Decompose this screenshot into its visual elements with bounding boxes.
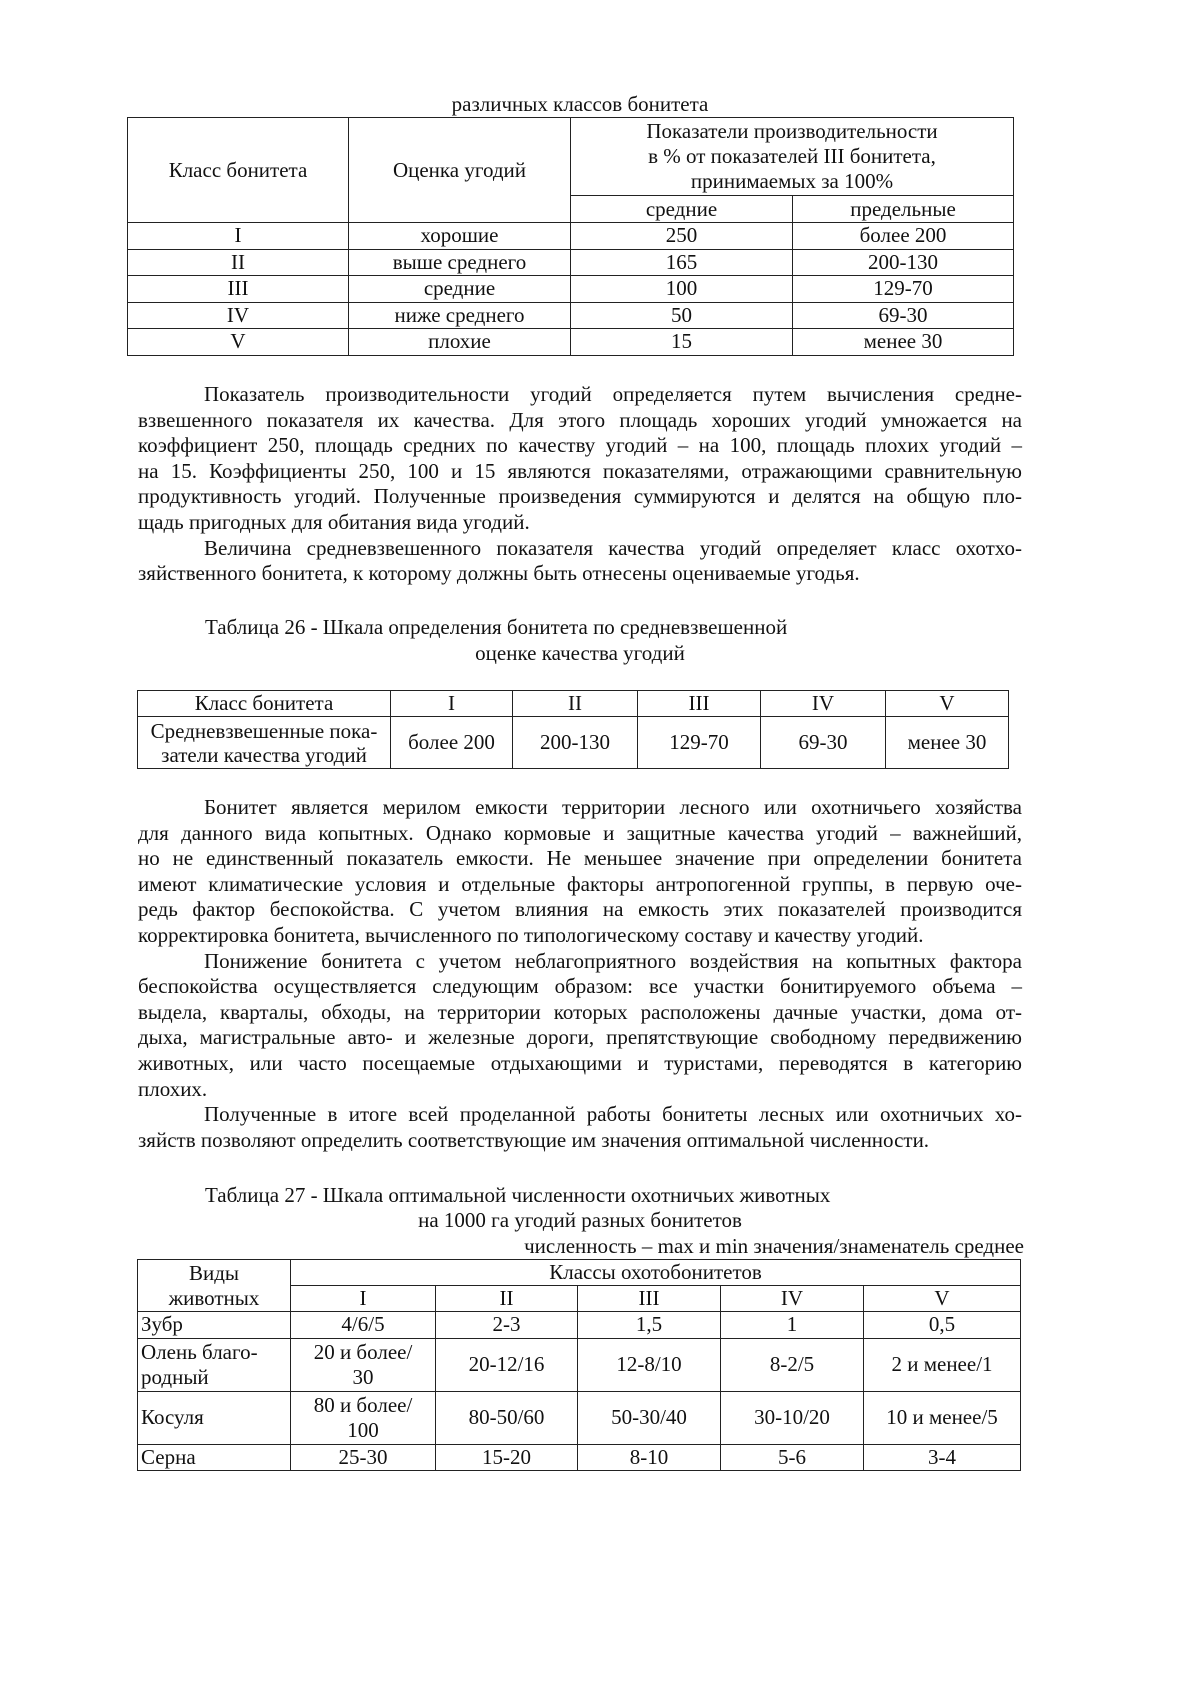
header-cell: II xyxy=(513,691,638,717)
paragraph-line: имеют климатические условия и отдельные факторы антропогенной группы, в первую оче- xyxy=(138,871,1022,896)
value-line: 100 xyxy=(347,1417,379,1442)
table-row xyxy=(128,302,1014,329)
species-line: Косуля xyxy=(141,1405,204,1429)
paragraph-line: щадь пригодных для обитания вида угодий. xyxy=(138,509,530,534)
table-cell: 50 xyxy=(571,302,793,329)
value-line: 5-6 xyxy=(778,1444,806,1469)
header-cell: IV xyxy=(761,691,886,717)
header-cell: I xyxy=(391,691,513,717)
header-species-line: животных xyxy=(168,1285,260,1310)
table-cell: 100 xyxy=(571,276,793,303)
table-cell: V xyxy=(128,329,349,356)
table-cell: 129-70 xyxy=(793,276,1014,303)
value-line: 12-8/10 xyxy=(616,1352,682,1376)
species-line: Зубр xyxy=(141,1312,183,1337)
row-label-line: Средневзвешенные пока- xyxy=(150,718,378,743)
header-indicators xyxy=(571,118,1014,196)
header-indicators-line: в % от показателей III бонитета, xyxy=(648,144,936,168)
value-cell xyxy=(864,1338,1021,1391)
value-cell xyxy=(291,1312,436,1339)
paragraph-line: Показатель производительности угодий определяется путем вычисления средне- xyxy=(204,382,1022,406)
value-cell: 69-30 xyxy=(761,717,886,769)
table-cell: III xyxy=(128,276,349,303)
value-line: 8-2/5 xyxy=(769,1352,815,1376)
value-cell xyxy=(864,1312,1021,1339)
paragraph-line: но не единственный показатель емкости. Не меньшее значение при определении бонитета xyxy=(138,846,1022,871)
table-row xyxy=(128,276,1014,303)
table-cell: 165 xyxy=(571,249,793,276)
header-class: Класс бонитета xyxy=(128,118,349,223)
class-header-cell: IV xyxy=(721,1286,864,1312)
header-species xyxy=(138,1260,291,1312)
header-grade: Оценка угодий xyxy=(349,118,571,223)
paragraph-line: зяйств позволяют определить соответствующие им значения оптимальной численности. xyxy=(138,1127,930,1152)
value-cell xyxy=(436,1338,578,1391)
table-row xyxy=(128,249,1014,276)
table-cell: менее 30 xyxy=(793,329,1014,356)
paragraph-line: редь фактор беспокойства. С учетом влияния на емкость этих показателей производится xyxy=(138,897,1022,922)
paragraph-line: дыха, магистральные авто- и железные дороги, препятствующие свободному передвижению xyxy=(138,1025,1022,1050)
species-cell xyxy=(138,1312,291,1339)
table-cell: более 200 xyxy=(793,223,1014,250)
value-cell xyxy=(864,1444,1021,1471)
table27-optimal-numbers xyxy=(137,1259,1021,1471)
class-header-cell: II xyxy=(436,1286,578,1312)
table27-caption-line1: Таблица 27 - Шкала оптимальной численности охотничьих животных xyxy=(205,1183,831,1207)
class-header-cell: V xyxy=(864,1286,1021,1312)
header-indicators-line: Показатели производительности xyxy=(646,119,938,143)
value-line: 20 и более/ xyxy=(313,1339,413,1364)
value-cell xyxy=(721,1312,864,1339)
table-row xyxy=(138,1338,1021,1391)
value-line: 30 xyxy=(352,1364,374,1389)
table-row xyxy=(128,329,1014,356)
header-classes: Классы охотобонитетов xyxy=(291,1260,1021,1286)
value-line: 1 xyxy=(786,1312,798,1337)
value-cell xyxy=(721,1444,864,1471)
header-cell: V xyxy=(886,691,1009,717)
value-line: 2-3 xyxy=(492,1312,521,1337)
table-row xyxy=(138,1391,1021,1444)
paragraph-line: для данного вида копытных. Однако кормовые и защитные качества угодий – важнейший, xyxy=(138,820,1022,845)
species-line: родный xyxy=(141,1364,209,1389)
paragraph-line: взвешенного показателя их качества. Для этого площадь хороших угодий умножается на xyxy=(138,407,1022,432)
value-cell xyxy=(436,1391,578,1444)
header-species-line: Виды xyxy=(188,1260,240,1285)
value-line: 8-10 xyxy=(629,1444,669,1469)
value-cell xyxy=(291,1444,436,1471)
paragraph-line: выдела, кварталы, обходы, на территории которых расположены дачные участки, дома от- xyxy=(138,999,1022,1024)
row-label-line: затели качества угодий xyxy=(161,742,367,767)
value-cell xyxy=(721,1391,864,1444)
value-cell: 200-130 xyxy=(513,717,638,769)
value-cell xyxy=(864,1391,1021,1444)
table-cell: 250 xyxy=(571,223,793,250)
value-line: 3-4 xyxy=(928,1444,956,1469)
value-cell: 129-70 xyxy=(638,717,761,769)
species-line: Олень благо- xyxy=(141,1339,258,1364)
table-cell: средние xyxy=(349,276,571,303)
header-avg: средние xyxy=(571,196,793,223)
species-cell xyxy=(138,1444,291,1471)
value-cell: более 200 xyxy=(391,717,513,769)
paragraph-line: зяйственного бонитета, к которому должны быть отнесены оцениваемые угодья. xyxy=(138,561,860,586)
value-line: 80 и более/ xyxy=(313,1392,413,1417)
header-indicators-line: принимаемых за 100% xyxy=(690,169,894,193)
paragraph-line: коэффициент 250, площадь средних по качеству угодий – на 100, площадь плохих угодий – xyxy=(138,433,1022,458)
table25-caption: различных классов бонитета xyxy=(451,92,709,116)
table26-scale xyxy=(137,690,1009,769)
paragraph-line: Бонитет является мерилом емкости территории лесного или охотничьего хозяйства xyxy=(204,795,1022,819)
table-cell: I xyxy=(128,223,349,250)
value-cell xyxy=(578,1444,721,1471)
table-row xyxy=(138,1444,1021,1471)
paragraph-line: корректировка бонитета, вычисленного по типологическому составу и качеству угодий. xyxy=(138,922,924,947)
value-cell xyxy=(578,1391,721,1444)
table27-note: численность – max и min значения/знаменатель среднее xyxy=(524,1234,1024,1258)
species-cell xyxy=(138,1338,291,1391)
value-cell: менее 30 xyxy=(886,717,1009,769)
value-cell xyxy=(578,1338,721,1391)
paragraph-line: Понижение бонитета с учетом неблагоприятного воздействия на копытных фактора xyxy=(204,948,1022,973)
value-line: 25-30 xyxy=(338,1444,388,1469)
value-cell xyxy=(436,1444,578,1471)
text-block xyxy=(138,795,1022,1153)
value-line: 30-10/20 xyxy=(754,1405,830,1429)
value-cell xyxy=(578,1312,721,1339)
value-line: 1,5 xyxy=(635,1312,663,1337)
value-line: 2 и менее/1 xyxy=(891,1352,993,1376)
table27-caption-line2: на 1000 га угодий разных бонитетов xyxy=(418,1208,742,1232)
value-cell xyxy=(291,1391,436,1444)
table-cell: 200-130 xyxy=(793,249,1014,276)
table-row xyxy=(128,223,1014,250)
table26-caption-line2: оценке качества угодий xyxy=(475,641,685,665)
value-line: 10 и менее/5 xyxy=(886,1405,998,1429)
value-line: 80-50/60 xyxy=(468,1405,545,1429)
table-cell: 69-30 xyxy=(793,302,1014,329)
table-cell: плохие xyxy=(349,329,571,356)
value-cell xyxy=(291,1338,436,1391)
table-cell: ниже среднего xyxy=(349,302,571,329)
value-line: 0,5 xyxy=(928,1312,956,1337)
table25-productivity xyxy=(127,117,1014,356)
table-row xyxy=(138,1312,1021,1339)
header-limit: предельные xyxy=(793,196,1014,223)
paragraph-line: Величина средневзвешенного показателя качества угодий определяет класс охотхо- xyxy=(204,535,1022,560)
value-line: 50-30/40 xyxy=(611,1405,687,1429)
row-label xyxy=(138,717,391,769)
table-cell: 15 xyxy=(571,329,793,356)
class-header-cell: I xyxy=(291,1286,436,1312)
paragraph-line: продуктивность угодий. Полученные произведения суммируются и делятся на общую пло- xyxy=(138,484,1022,509)
text-block xyxy=(138,382,1022,587)
table-cell: II xyxy=(128,249,349,276)
value-cell xyxy=(436,1312,578,1339)
value-cell xyxy=(721,1338,864,1391)
table-cell: IV xyxy=(128,302,349,329)
table26-caption-line1: Таблица 26 - Шкала определения бонитета по средневзвешенной xyxy=(205,615,788,639)
paragraph-line: на 15. Коэффициенты 250, 100 и 15 являются показателями, отражающими сравнительную xyxy=(138,458,1022,483)
table-cell: хорошие xyxy=(349,223,571,250)
value-line: 15-20 xyxy=(482,1444,531,1469)
class-header-cell: III xyxy=(578,1286,721,1312)
species-cell xyxy=(138,1391,291,1444)
header-cell: Класс бонитета xyxy=(138,691,391,717)
table-cell: выше среднего xyxy=(349,249,571,276)
paragraph-line: животных, или часто посещаемые отдыхающими и туристами, переводятся в категорию xyxy=(138,1050,1022,1075)
paragraph-line: беспокойства осуществляется следующим образом: все участки бонитируемого объема – xyxy=(138,974,1022,999)
paragraph-line: плохих. xyxy=(138,1076,208,1101)
paragraph-line: Полученные в итоге всей проделанной работы бонитеты лесных или охотничьих хо- xyxy=(204,1102,1022,1127)
value-line: 20-12/16 xyxy=(468,1352,545,1376)
value-line: 4/6/5 xyxy=(341,1312,385,1337)
species-line: Серна xyxy=(141,1444,196,1469)
header-cell: III xyxy=(638,691,761,717)
